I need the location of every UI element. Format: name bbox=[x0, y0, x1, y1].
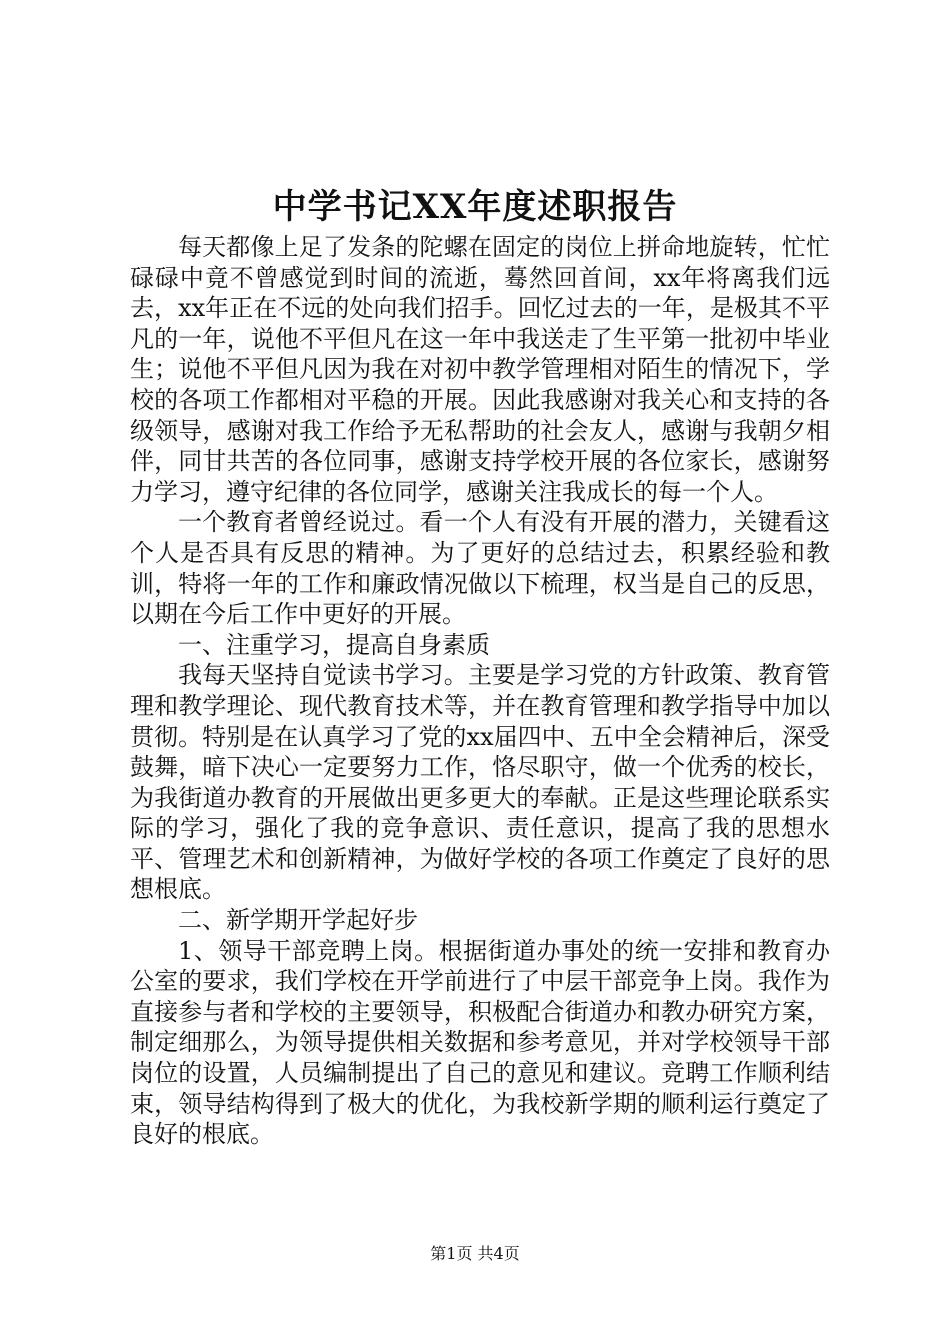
section-heading-study: 一、注重学习，提高自身素质 bbox=[178, 630, 490, 659]
paragraph-intro: 每天都像上足了发条的陀螺在固定的岗位上拼命地旋转，忙忙碌碌中竟不曾感觉到时间的流逝，蓦然回首间，xx年将离我们远去，xx年正在不远的处向我们招手。回忆过去的一年，是极其不平凡的一年，说他不平但凡在这一年中我送走了生平第一批初中毕业生；说他不平但凡因为我在对初中教学管理相对陌生的情况下，学校的各项工作都相对平稳的开展。因此我感谢对我关心和支持的各级领导，感谢对我工作给予无私帮助的社会友人，感谢与我朝夕相伴，同甘共苦的各位同事，感谢支持学校开展的各位家长，感谢努力学习，遵守纪律的各位同学，感谢关注我成长的每一个人。 bbox=[130, 233, 830, 506]
section-heading-new-semester: 二、新学期开学起好步 bbox=[178, 906, 418, 935]
paragraph-reflection: 一个教育者曾经说过。看一个人有没有开展的潜力，关键看这个人是否具有反思的精神。为了更好的总结过去，积累经验和教训，特将一年的工作和廉政情况做以下梳理，权当是自己的反思，以期在今后工作中更好的开展。 bbox=[130, 508, 830, 629]
page-number-footer: 第1页 共4页 bbox=[430, 1244, 520, 1263]
paragraph-cadre-recruitment: 1、领导干部竞聘上岗。根据街道办事处的统一安排和教育办公室的要求，我们学校在开学前进行了中层干部竞争上岗。我作为直接参与者和学校的主要领导，积极配合街道办和教办研究方案，制定细那么，为领导提供相关数据和参考意见，并对学校领导干部岗位的设置，人员编制提出了自己的意见和建议。竞聘工作顺利结束，领导结构得到了极大的优化，为我校新学期的顺利运行奠定了良好的根底。 bbox=[130, 936, 830, 1149]
document-body bbox=[130, 232, 830, 1150]
document-title: 中学书记XX年度述职报告 bbox=[272, 187, 678, 227]
paragraph-study: 我每天坚持自觉读书学习。主要是学习党的方针政策、教育管理和教学理论、现代教育技术等，并在教育管理和教学指导中加以贯彻。特别是在认真学习了党的xx届四中、五中全会精神后，深受鼓舞，暗下决心一定要努力工作，恪尽职守，做一个优秀的校长，为我街道办教育的开展做出更多更大的奉献。正是这些理论联系实际的学习，强化了我的竞争意识、责任意识，提高了我的思想水平、管理艺术和创新精神，为做好学校的各项工作奠定了良好的思想根底。 bbox=[130, 661, 830, 904]
